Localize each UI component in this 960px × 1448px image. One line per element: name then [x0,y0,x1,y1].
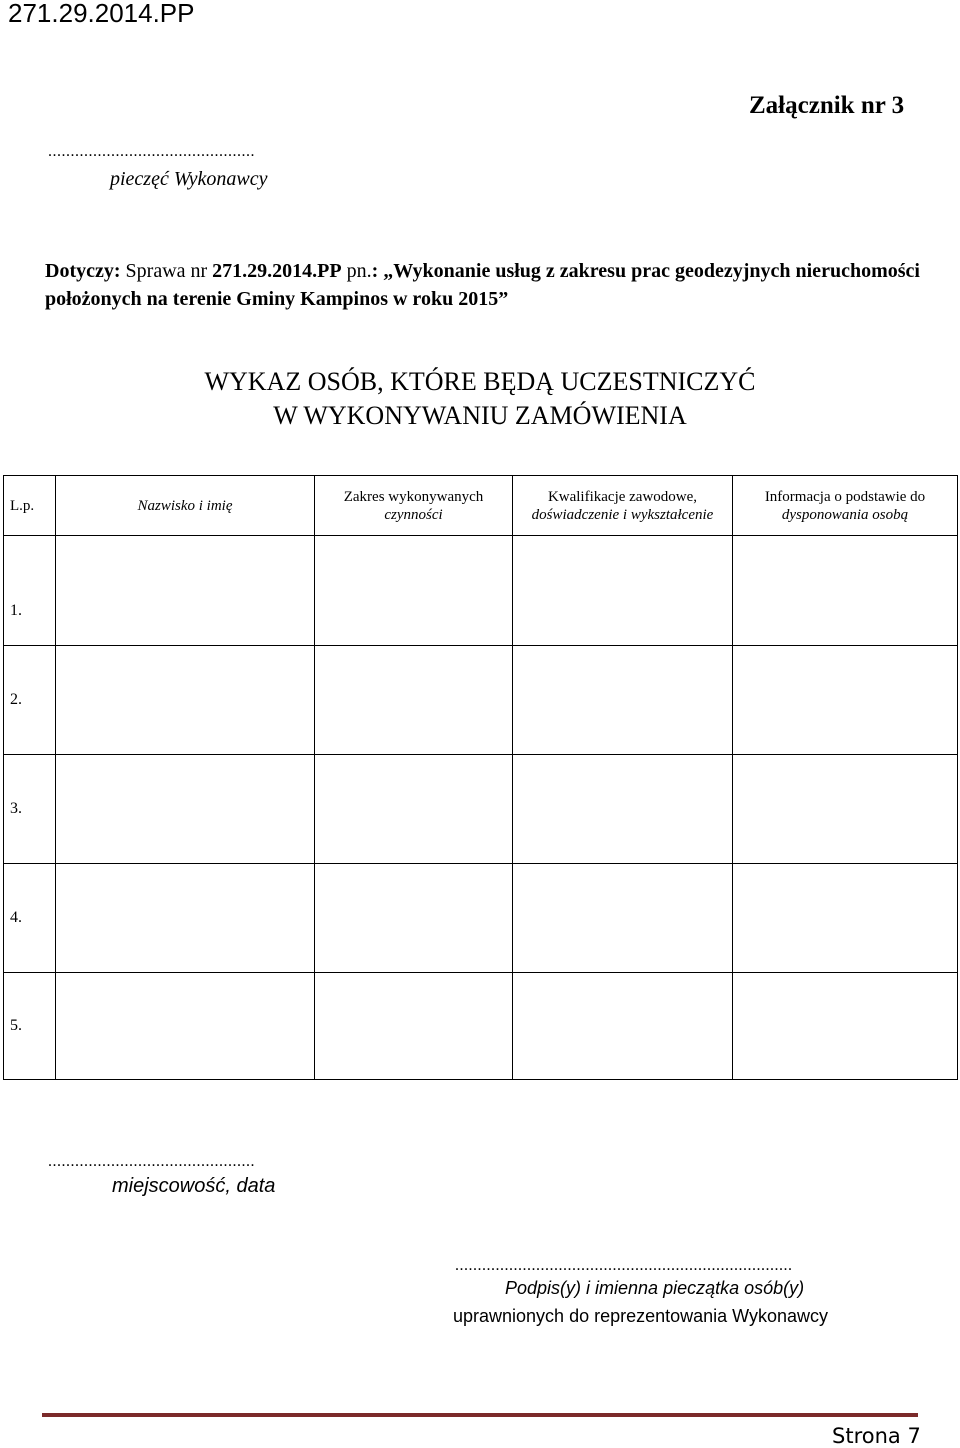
cell-scope[interactable] [315,536,513,646]
cell-info[interactable] [733,536,958,646]
row-number: 1. [4,536,56,646]
row-number: 5. [4,973,56,1080]
stamp-dotted-line: .............................................. [48,143,255,160]
heading-line-2: W WYKONYWANIU ZAMÓWIENIA [273,401,687,430]
subject-title: : „Wykonanie usług z zakresu prac geodezyjnych nieruchomości położonych na terenie Gminy Kampinos w roku 2015” [45,260,920,310]
cell-scope[interactable] [315,864,513,973]
signature-dotted-line: ........................................................................... [455,1257,793,1274]
header-scope-line-2: czynności [384,506,443,523]
persons-table [3,475,958,1080]
document-heading [0,365,960,433]
table-row [4,864,958,973]
subject-pn: pn. [341,260,372,282]
cell-info[interactable] [733,864,958,973]
cell-info[interactable] [733,755,958,864]
stamp-label: pieczęć Wykonawcy [110,168,268,190]
cell-name[interactable] [56,646,315,755]
signature-label-2: uprawnionych do reprezentowania Wykonawcy [453,1306,829,1326]
annex-label: Załącznik nr 3 [749,92,905,119]
header-info-line-2: dysponowania osobą [781,506,909,523]
row-number: 2. [4,646,56,755]
header-scope-line-1: Zakres wykonywanych [343,488,484,505]
subject-paragraph [45,257,935,313]
header-info [733,476,958,536]
cell-name[interactable] [56,755,315,864]
cell-name[interactable] [56,973,315,1080]
cell-scope[interactable] [315,973,513,1080]
table-row [4,755,958,864]
cell-scope[interactable] [315,755,513,864]
table-header-row [4,476,958,536]
cell-name[interactable] [56,864,315,973]
signature-label: Podpis(y) i imienna pieczątka osób(y) [505,1278,805,1298]
header-qualifications-line-2: doświadczenie i wykształcenie [531,506,714,523]
cell-qualifications[interactable] [513,973,733,1080]
heading-line-1: WYKAZ OSÓB, KTÓRE BĘDĄ UCZESTNICZYĆ [204,367,756,396]
subject-case-number: 271.29.2014.PP [212,260,342,282]
row-number: 3. [4,755,56,864]
table-row [4,646,958,755]
header-name: Nazwisko i imię [56,476,315,536]
cell-qualifications[interactable] [513,755,733,864]
header-scope [315,476,513,536]
cell-name[interactable] [56,536,315,646]
table-row [4,536,958,646]
cell-scope[interactable] [315,646,513,755]
header-qualifications [513,476,733,536]
header-lp: L.p. [4,476,56,536]
footer-divider [42,1413,918,1417]
cell-qualifications[interactable] [513,536,733,646]
header-info-line-1: Informacja o podstawie do [764,488,926,505]
page-number: Strona 7 [832,1424,921,1448]
case-reference: 271.29.2014.PP [8,0,195,28]
cell-qualifications[interactable] [513,646,733,755]
table-row [4,973,958,1080]
cell-info[interactable] [733,646,958,755]
row-number: 4. [4,864,56,973]
place-date-label: miejscowość, data [112,1175,276,1197]
header-qualifications-line-1: Kwalifikacje zawodowe, [547,488,698,505]
cell-info[interactable] [733,973,958,1080]
place-date-dotted-line: .............................................. [48,1153,255,1170]
cell-qualifications[interactable] [513,864,733,973]
subject-lead: Dotyczy: [45,260,121,282]
subject-case: Sprawa nr [120,260,213,282]
